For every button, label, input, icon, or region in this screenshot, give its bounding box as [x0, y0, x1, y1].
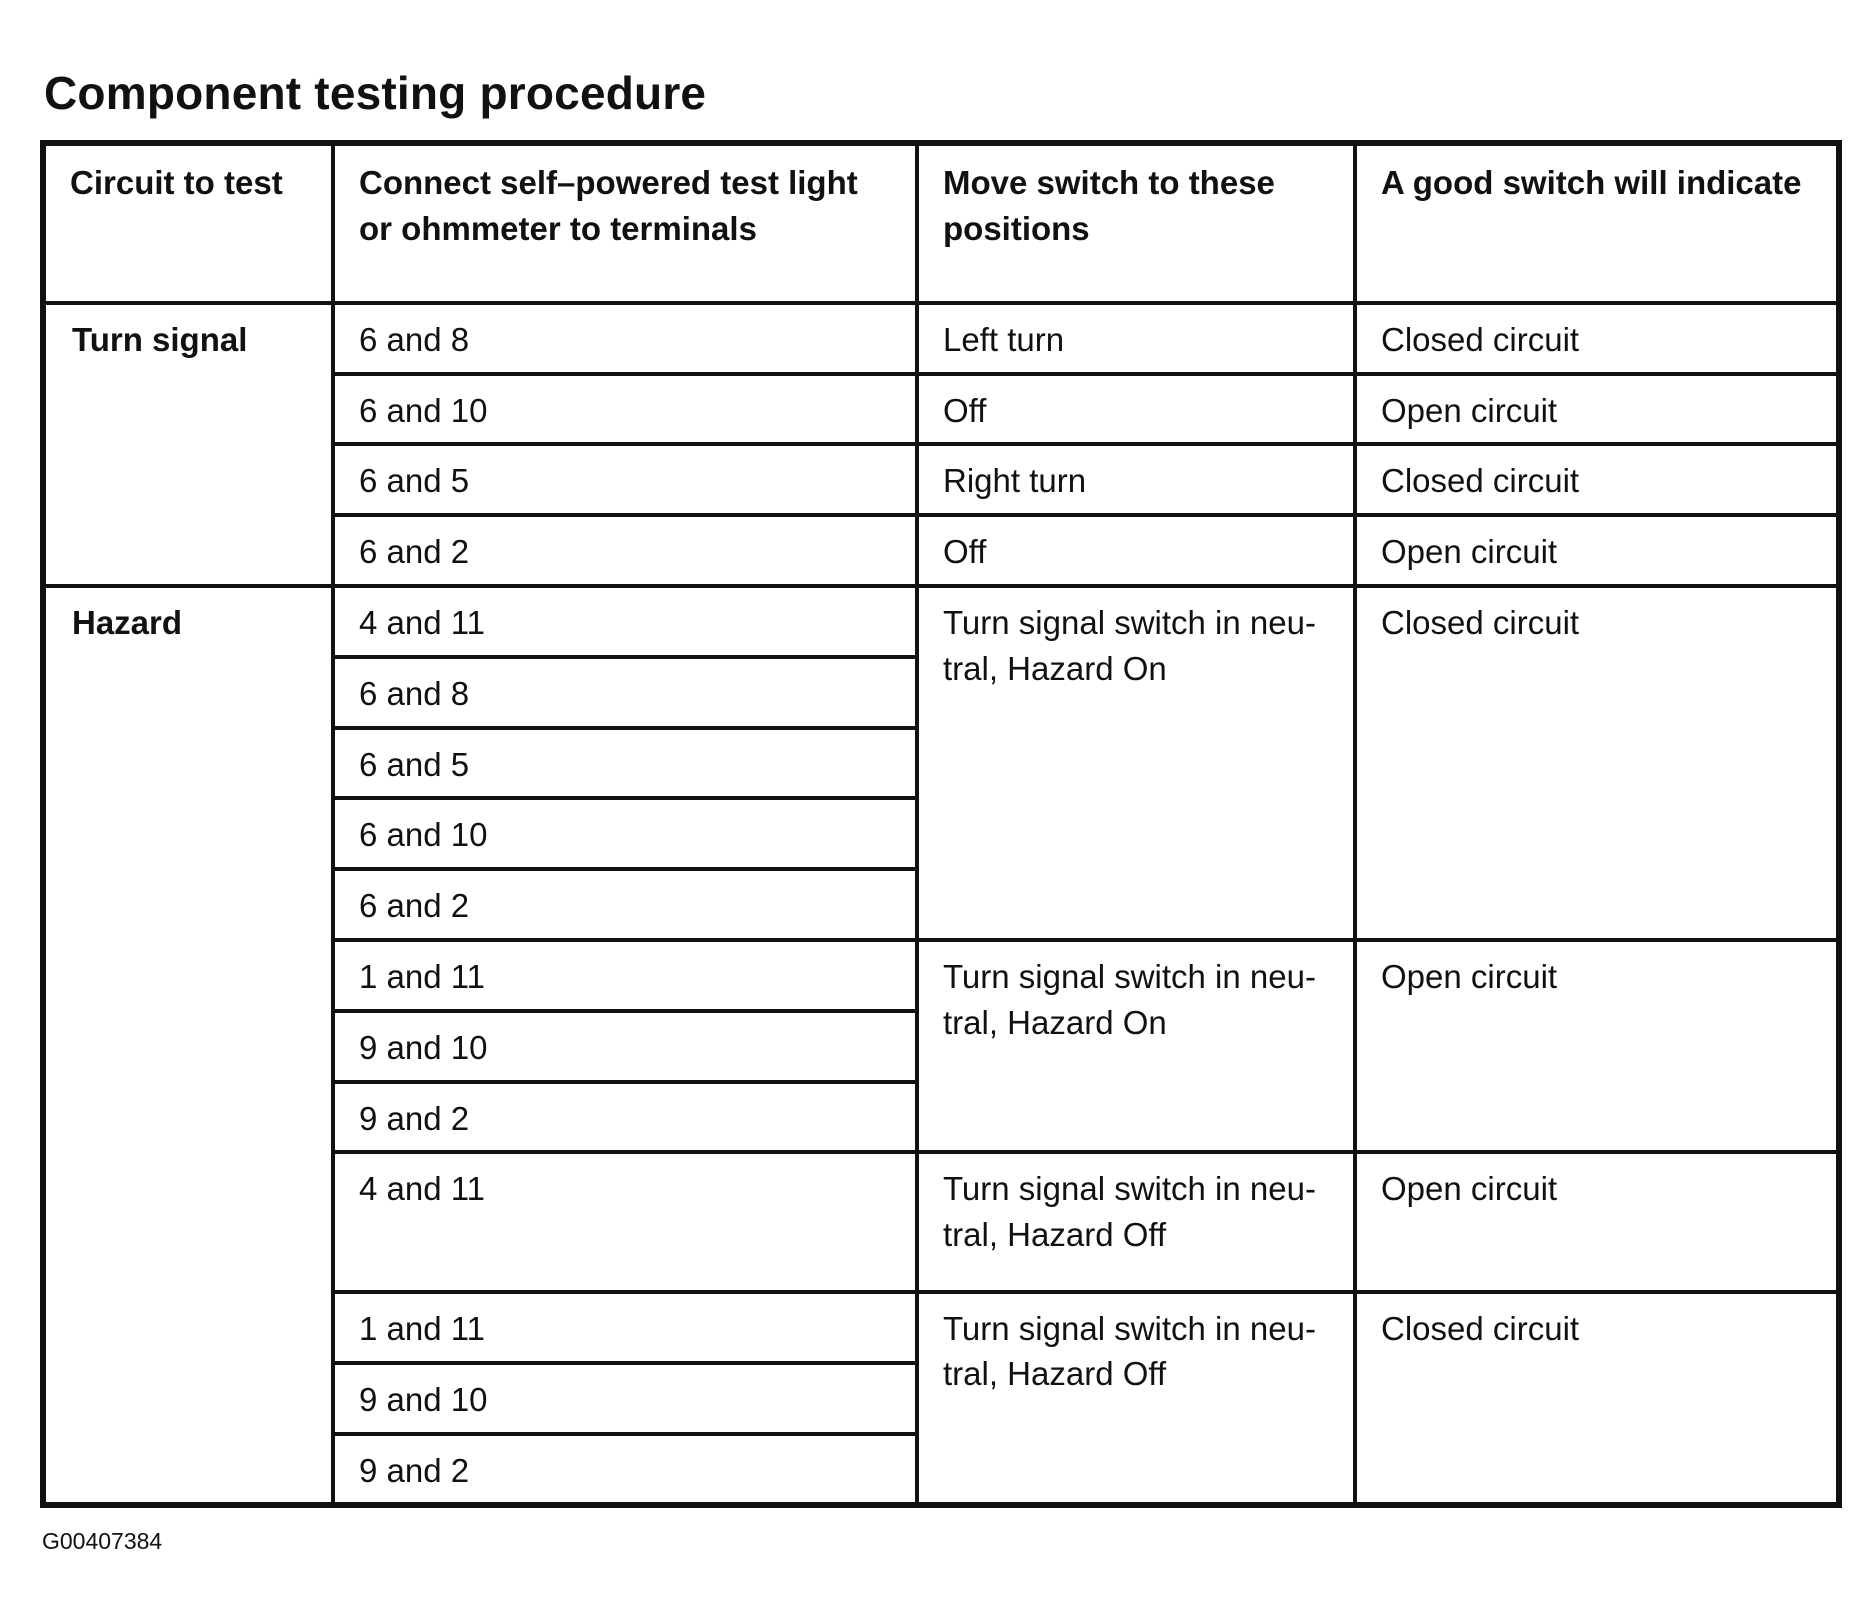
table-header-row — [43, 143, 1839, 303]
result-cell: Closed circuit — [1355, 1292, 1839, 1505]
position-cell: Right turn — [917, 444, 1355, 515]
table-row — [43, 303, 1839, 374]
header-indicate: A good switch will indicate — [1355, 143, 1839, 303]
terminals-cell: 6 and 5 — [333, 728, 917, 799]
result-cell: Closed circuit — [1355, 444, 1839, 515]
table-row — [43, 586, 1839, 657]
header-circuit: Circuit to test — [43, 143, 333, 303]
terminals-cell: 1 and 11 — [333, 940, 917, 1011]
result-cell: Closed circuit — [1355, 586, 1839, 940]
position-cell: Turn signal switch in neu-tral, Hazard Off — [917, 1152, 1355, 1292]
terminals-cell: 6 and 2 — [333, 515, 917, 586]
terminals-cell: 6 and 10 — [333, 798, 917, 869]
terminals-cell: 6 and 8 — [333, 657, 917, 728]
terminals-cell: 9 and 10 — [333, 1363, 917, 1434]
terminals-cell: 1 and 11 — [333, 1292, 917, 1363]
page-title: Component testing procedure — [44, 67, 707, 119]
terminals-cell: 9 and 2 — [333, 1434, 917, 1505]
result-cell: Open circuit — [1355, 940, 1839, 1152]
position-cell: Turn signal switch in neu-tral, Hazard Off — [917, 1292, 1355, 1505]
position-cell: Turn signal switch in neu-tral, Hazard On — [917, 586, 1355, 940]
position-cell: Off — [917, 374, 1355, 445]
result-cell: Open circuit — [1355, 374, 1839, 445]
result-cell: Open circuit — [1355, 1152, 1839, 1292]
header-terminals: Connect self–powered test light or ohmmeter to terminals — [333, 143, 917, 303]
terminals-cell: 9 and 2 — [333, 1082, 917, 1153]
terminals-cell: 6 and 10 — [333, 374, 917, 445]
circuit-turn-signal: Turn signal — [43, 303, 333, 586]
terminals-cell: 9 and 10 — [333, 1011, 917, 1082]
position-cell: Turn signal switch in neu-tral, Hazard On — [917, 940, 1355, 1152]
terminals-cell: 4 and 11 — [333, 586, 917, 657]
terminals-cell: 6 and 8 — [333, 303, 917, 374]
terminals-cell: 4 and 11 — [333, 1152, 917, 1292]
header-positions: Move switch to these positions — [917, 143, 1355, 303]
terminals-cell: 6 and 5 — [333, 444, 917, 515]
terminals-cell: 6 and 2 — [333, 869, 917, 940]
figure-code: G00407384 — [42, 1528, 163, 1554]
result-cell: Open circuit — [1355, 515, 1839, 586]
position-cell: Off — [917, 515, 1355, 586]
result-cell: Closed circuit — [1355, 303, 1839, 374]
circuit-hazard: Hazard — [43, 586, 333, 1505]
component-testing-table — [40, 140, 1842, 1508]
position-cell: Left turn — [917, 303, 1355, 374]
